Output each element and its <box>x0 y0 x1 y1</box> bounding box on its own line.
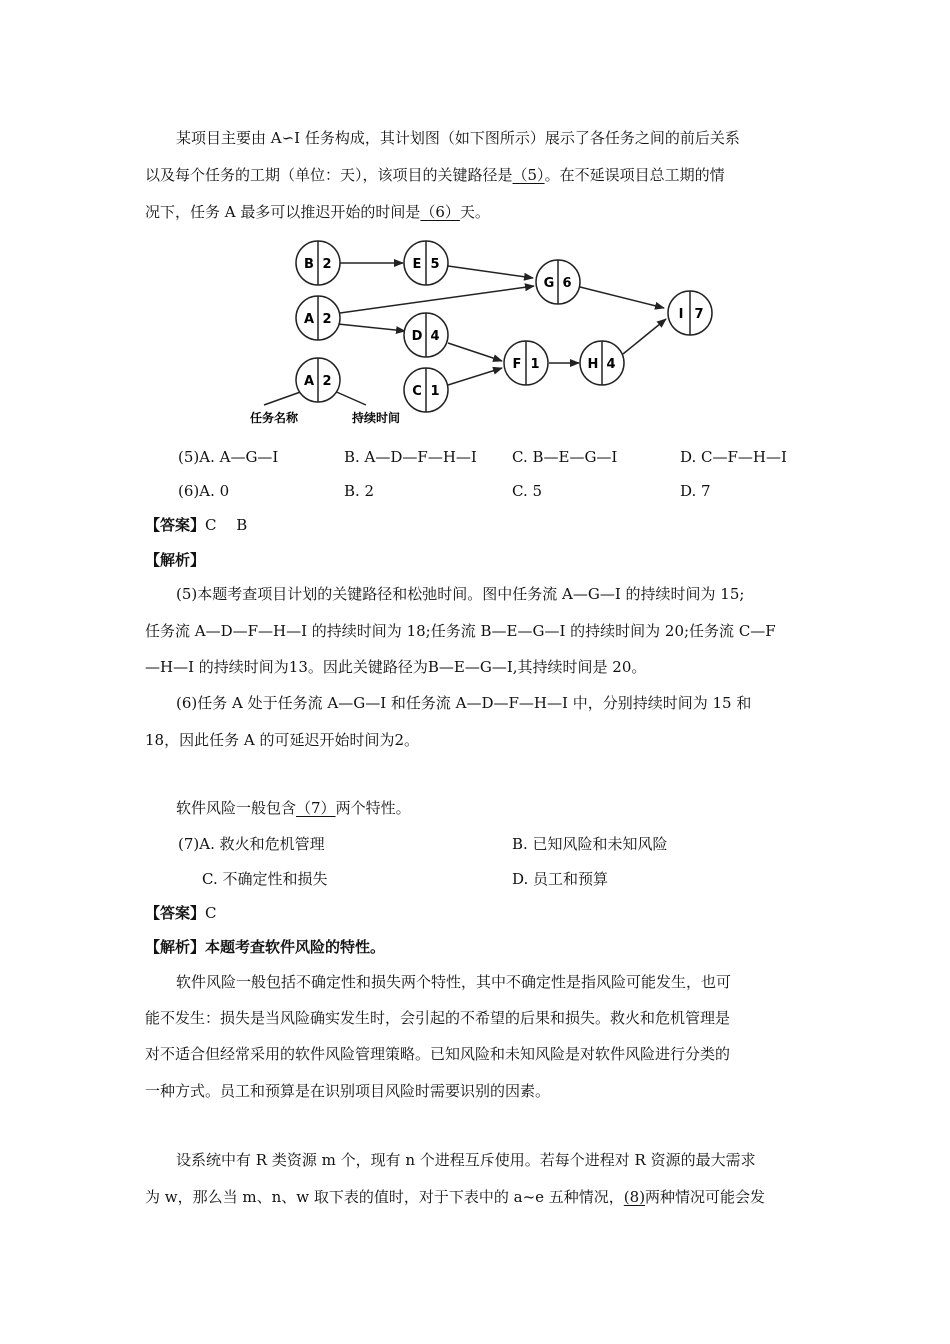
q5-analysis-line-2: 任务流 A—D—F—H—I 的持续时间为 18;任务流 B—E—G—I 的持续时间为 20;任务流 C—F <box>145 622 776 640</box>
node-e-name: E <box>412 257 422 272</box>
edge-e-g <box>448 266 533 278</box>
q7-analysis-line-4: 一种方式。员工和预算是在识别项目风险时需要识别的因素。 <box>145 1082 551 1100</box>
q7-analysis-line-1: 软件风险一般包括不确定性和损失两个特性，其中不确定性是指风险可能发生，也可 <box>176 973 732 991</box>
q7-analysis-line-3: 对不适合但经常采用的软件风险管理策略。已知风险和未知风险是对软件风险进行分类的 <box>145 1045 731 1063</box>
node-h-name: H <box>587 357 599 372</box>
node-b <box>296 241 340 285</box>
legend-task-label: 任务名称 <box>250 411 299 425</box>
node-a-name: A <box>303 312 315 327</box>
blank-8: (8) <box>623 1188 646 1206</box>
q7-answer <box>145 903 217 923</box>
q5-option-d: D. C—F—H—I <box>680 448 787 466</box>
edge-a-g <box>340 286 534 313</box>
edge-g-i <box>580 287 664 308</box>
node-a-duration: 2 <box>322 312 332 327</box>
blank-5: （5） <box>512 166 545 184</box>
q5-stem-line-3: 况下，任务 A 最多可以推迟开始的时间是（6）天。 <box>145 203 490 221</box>
q6-option-d: D. 7 <box>680 482 711 500</box>
node-c-duration: 1 <box>430 384 440 399</box>
node-f-duration: 1 <box>530 357 540 372</box>
q5-stem-line-1: 某项目主要由 A∽I 任务构成，其计划图（如下图所示）展示了各任务之间的前后关系 <box>176 129 740 147</box>
answer-value: C <box>205 904 217 922</box>
q6-option-c: C. 5 <box>512 482 543 500</box>
node-b-name: B <box>304 257 314 272</box>
q6-analysis-line-1: (6)任务 A 处于任务流 A—G—I 和任务流 A—D—F—H—I 中，分别持续时间为 15 和 <box>176 694 752 712</box>
legend-node-duration: 2 <box>322 374 332 389</box>
blank-7: （7） <box>296 799 336 817</box>
q7-analysis-line-2: 能不发生：损失是当风险确实发生时，会引起的不希望的后果和损失。救火和危机管理是 <box>145 1009 731 1027</box>
node-e-duration: 5 <box>430 257 440 272</box>
q7-analysis-heading: 【解析】本题考查软件风险的特性。 <box>145 938 386 956</box>
legend-node-name: A <box>303 374 315 389</box>
q8-stem-line-2: 为 w，那么当 m、n、w 取下表的值时，对于下表中的 a~e 五种情况，(8)两种情况可能会发 <box>145 1188 766 1206</box>
node-i-duration: 7 <box>694 307 704 322</box>
node-b-duration: 2 <box>322 257 332 272</box>
q5-stem-line-2: 以及每个任务的工期（单位：天），该项目的关键路径是（5）。在不延误项目总工期的情 <box>145 166 725 184</box>
q7-option-b: B. 已知风险和未知风险 <box>512 835 668 853</box>
edge-h-i <box>623 319 666 354</box>
q7-option-c: C. 不确定性和损失 <box>202 870 328 888</box>
node-a <box>296 296 340 340</box>
node-g-duration: 6 <box>562 276 572 291</box>
node-h <box>580 341 624 385</box>
q5-analysis-line-3: —H—I 的持续时间为13。因此关键路径为B—E—G—I,其持续时间是 20。 <box>145 658 647 676</box>
project-network-diagram <box>250 240 742 430</box>
q7-option-a: (7)A. 救火和危机管理 <box>178 835 325 853</box>
q5-answer <box>145 515 247 535</box>
q5-option-a: (5)A. A—G—I <box>178 448 279 466</box>
node-i-name: I <box>678 307 684 322</box>
q7-stem: 软件风险一般包含（7）两个特性。 <box>176 799 411 817</box>
node-g <box>536 260 580 304</box>
q6-option-b: B. 2 <box>344 482 375 500</box>
q5-option-c: C. B—E—G—I <box>512 448 618 466</box>
q5-option-b: B. A—D—F—H—I <box>344 448 477 466</box>
q6-option-a: (6)A. 0 <box>178 482 230 500</box>
edge-a-d <box>338 324 405 331</box>
q8-stem-line-1: 设系统中有 R 类资源 m 个，现有 n 个进程互斥使用。若每个进程对 R 资源的最大需求 <box>176 1151 756 1169</box>
node-f <box>504 341 548 385</box>
node-d-name: D <box>411 329 423 344</box>
node-g-name: G <box>543 276 555 291</box>
edge-c-f <box>448 368 502 385</box>
node-h-duration: 4 <box>606 357 616 372</box>
edge-d-f <box>448 343 502 361</box>
legend-node <box>296 358 340 402</box>
q5-analysis-line-1: (5)本题考查项目计划的关键路径和松弛时间。图中任务流 A—G—I 的持续时间为 15; <box>176 585 745 603</box>
q6-analysis-line-2: 18，因此任务 A 的可延迟开始时间为2。 <box>145 731 420 749</box>
node-e <box>404 241 448 285</box>
legend-duration-label: 持续时间 <box>352 411 401 425</box>
node-d-duration: 4 <box>430 329 440 344</box>
answer-value: C B <box>205 516 248 534</box>
q5-analysis-tag: 【解析】 <box>145 551 206 569</box>
answer-tag: 【答案】 <box>145 904 206 922</box>
node-f-name: F <box>512 357 522 372</box>
q7-option-d: D. 员工和预算 <box>512 870 609 888</box>
node-i <box>668 291 712 335</box>
node-c-name: C <box>412 384 422 399</box>
answer-tag: 【答案】 <box>145 516 206 534</box>
blank-6: （6） <box>420 203 460 221</box>
node-d <box>404 313 448 357</box>
node-c <box>404 368 448 412</box>
